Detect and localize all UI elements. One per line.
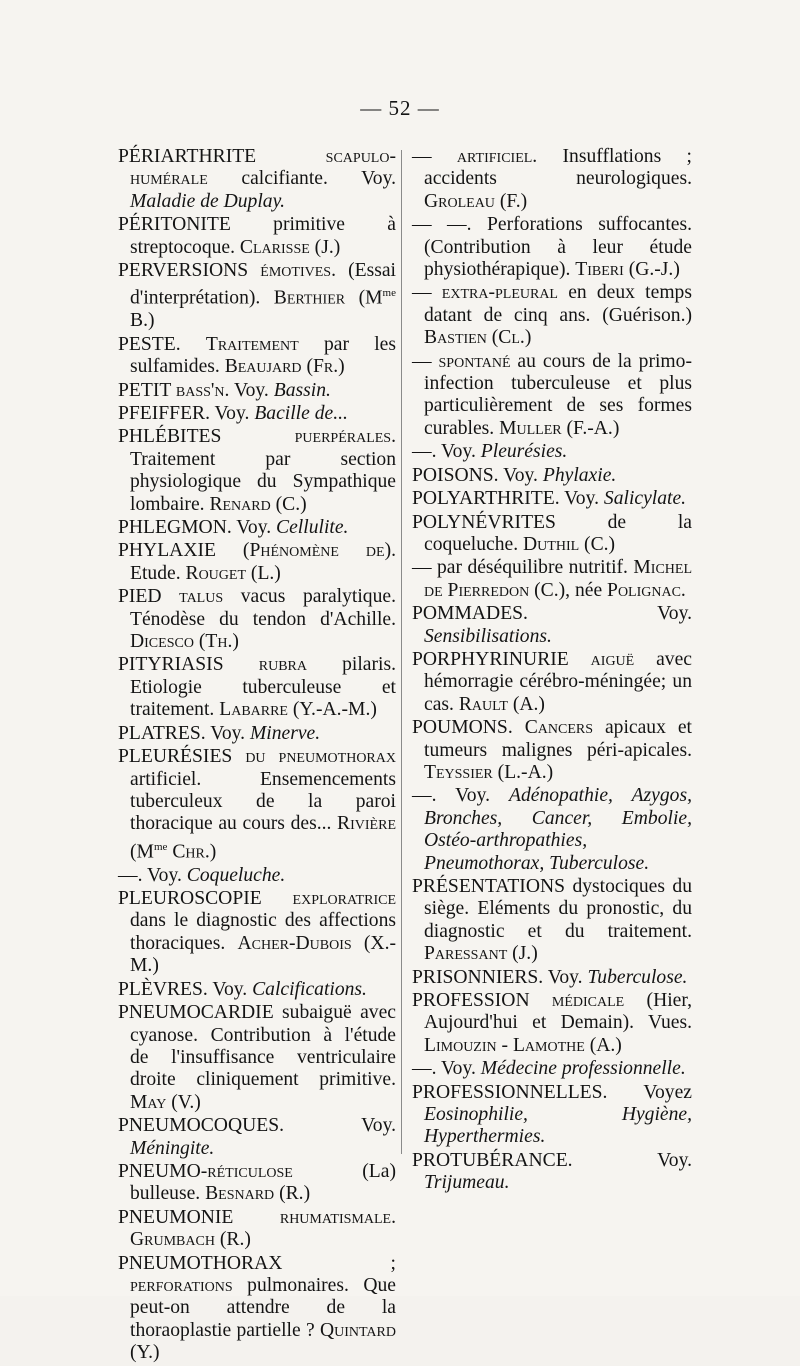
entry-text: (C.) xyxy=(579,533,616,555)
entry-text: (A.) xyxy=(584,1034,622,1056)
index-entry xyxy=(118,260,396,333)
entry-italic: Médecine professionnelle. xyxy=(480,1058,686,1080)
entry-italic: Trijumeau. xyxy=(424,1172,510,1194)
entry-text: (A.) xyxy=(507,693,545,715)
index-entry xyxy=(118,888,396,978)
entry-text: — par déséquilibre nutritif. xyxy=(412,557,634,579)
index-entry xyxy=(412,649,692,716)
entry-small-caps: Renard xyxy=(209,493,271,515)
index-entry xyxy=(118,1002,396,1114)
entry-text: artificiel. Ensemencements tuberculeux de la paroi thoracique au cours des... xyxy=(130,768,396,835)
column-divider xyxy=(401,150,402,1154)
index-entry xyxy=(412,717,692,784)
entry-text: PERVERSIONS xyxy=(118,260,261,282)
entry-small-caps: rubra xyxy=(258,654,307,676)
index-entry xyxy=(412,876,692,966)
entry-small-caps: Teyssier xyxy=(424,761,493,783)
entry-small-caps: Polignac. xyxy=(607,579,686,601)
entry-text: (V.) xyxy=(166,1091,201,1113)
entry-italic: Pleurésies. xyxy=(480,441,568,463)
entry-text: Traitement par section physiologique du Sympathique lombaire. xyxy=(130,448,396,515)
entry-text: —. Voy. xyxy=(412,441,481,463)
entry-text: PNEUMO- xyxy=(118,1160,208,1182)
entry-small-caps: Besnard xyxy=(205,1183,275,1205)
entry-text: —. Voy. xyxy=(118,864,187,886)
entry-small-caps: bass'n. xyxy=(175,379,230,401)
entry-text: Insufflations ; accidents neurologiques. xyxy=(424,146,692,190)
entry-small-caps: Muller xyxy=(499,417,562,439)
page-number: — 52 — xyxy=(360,96,440,120)
entry-superscript: me xyxy=(382,287,396,300)
entry-text: PIED xyxy=(118,586,180,608)
entry-small-caps: exploratrice xyxy=(292,888,396,910)
entry-small-caps: Cancers xyxy=(524,717,593,739)
entry-small-caps: Limouzin - Lamothe xyxy=(424,1034,585,1056)
entry-text: PLEURÉSIES xyxy=(118,746,246,768)
entry-small-caps: Berthier xyxy=(273,287,346,309)
entry-text: ( xyxy=(193,631,206,653)
entry-small-caps: artificiel. xyxy=(456,146,538,167)
entry-small-caps: Quintard xyxy=(319,1319,396,1341)
entry-italic: Sensibilisations. xyxy=(424,625,552,647)
entry-text: pilaris. Etiologie tuberculeuse et traitement. xyxy=(130,654,396,721)
index-entry xyxy=(412,967,692,989)
entry-text: PRÉSENTATIONS dystociques du siège. Eléments du pronostic, du diagnostic et du traitement. xyxy=(412,876,692,942)
entry-text: — xyxy=(412,146,457,167)
entry-small-caps: Chr. xyxy=(172,841,210,863)
entry-small-caps: May xyxy=(130,1091,167,1113)
entry-text: ) xyxy=(209,841,217,863)
entry-text: ) xyxy=(338,356,345,378)
entry-small-caps: scapulo-humérale xyxy=(130,146,396,190)
index-entry xyxy=(118,1253,396,1365)
entry-small-caps: Rault xyxy=(458,693,508,715)
index-entry xyxy=(412,785,692,875)
entry-text: PNEUMONIE xyxy=(118,1206,280,1228)
entry-small-caps: spontané xyxy=(438,350,511,372)
entry-text: pulmonaires. Que peut-on attendre de la thoraoplastie partielle ? xyxy=(130,1274,396,1341)
index-entry xyxy=(118,146,396,213)
index-entry xyxy=(412,512,692,557)
index-entry xyxy=(118,403,396,425)
entry-italic: Cellulite. xyxy=(276,517,349,539)
entry-text: vacus paralytique. Ténodèse du tendon d'Achille. xyxy=(130,586,396,630)
index-entry xyxy=(412,146,692,213)
index-entry xyxy=(412,1150,692,1195)
entry-text: — xyxy=(412,282,442,304)
entry-small-caps: médicale xyxy=(551,990,625,1012)
entry-text: (Hier, Aujourd'hui et Demain). Vues. xyxy=(424,990,692,1034)
entry-text: dans le diagnostic des affections thoraciques. xyxy=(130,910,396,954)
entry-italic: Salicylate. xyxy=(603,488,687,510)
entry-small-caps: émotives. xyxy=(260,260,336,282)
index-entry xyxy=(412,1058,692,1080)
index-entry xyxy=(118,1207,396,1252)
entry-text: PNEUMOCOQUES. Voy. xyxy=(118,1115,396,1137)
entry-text: POLYNÉVRITES de la coqueluche. xyxy=(412,511,692,555)
index-entry xyxy=(118,654,396,721)
entry-text: avec hémorragie cérébro-méningée; un cas. xyxy=(424,648,692,715)
entry-small-caps: Beaujard xyxy=(224,356,302,378)
index-entry xyxy=(118,380,396,402)
entry-text: (La) bulleuse. xyxy=(130,1160,396,1205)
entry-text: ( xyxy=(486,327,499,349)
entry-text: PHYLAXIE ( xyxy=(118,540,250,562)
entry-small-caps: réticulose xyxy=(207,1160,293,1182)
entry-small-caps: Phénomène de xyxy=(249,540,385,562)
entry-text: PESTE. xyxy=(118,333,206,355)
index-entry xyxy=(118,746,396,864)
entry-text: PNEUMOCARDIE subaiguë avec cyanose. Contribution à l'étude de l'insuffisance ventriculaire droite cliniquement primitive. xyxy=(118,1002,396,1091)
entry-italic: Eosinophilie, Hygiène, Hyperthermies. xyxy=(424,1104,692,1148)
entry-small-caps: Labarre xyxy=(219,699,288,721)
entry-text: (R.) xyxy=(274,1183,311,1205)
entry-text: (J.) xyxy=(309,236,341,258)
index-entry xyxy=(118,517,396,539)
entry-text: B.) xyxy=(130,310,155,332)
entry-small-caps: talus xyxy=(179,586,224,608)
entry-italic: Bassin. xyxy=(273,379,331,401)
entry-small-caps: Th. xyxy=(205,631,233,653)
entry-text: POMMADES. Voy. xyxy=(412,603,692,625)
entry-text: POISONS. Voy. xyxy=(412,464,543,486)
entry-text: ) xyxy=(232,631,239,653)
entry-small-caps: aiguë xyxy=(590,648,635,670)
entry-small-caps: Fr. xyxy=(312,356,339,378)
entry-text: calcifiante. Voy. xyxy=(207,168,396,190)
entry-small-caps: Paressant xyxy=(424,943,508,965)
entry-text: apicaux et tumeurs malignes péri-apicales. xyxy=(424,717,692,761)
entry-text: (L.-A.) xyxy=(492,761,554,783)
entry-italic: Maladie de Duplay. xyxy=(130,190,286,212)
entry-text: PÉRIARTHRITE xyxy=(118,146,326,167)
index-entry xyxy=(118,540,396,585)
entry-italic: Calcifications. xyxy=(252,978,367,1000)
index-entry xyxy=(412,465,692,487)
entry-text: en deux temps datant de cinq ans. (Guérison.) xyxy=(424,282,692,326)
entry-text: (X.-M.) xyxy=(130,932,396,977)
entry-small-caps: Rivière xyxy=(337,813,396,835)
index-entry xyxy=(118,214,396,259)
entry-small-caps: Cl. xyxy=(498,327,525,349)
entry-text: PROFESSIONNELLES. Voyez xyxy=(412,1081,692,1103)
index-entry xyxy=(412,282,692,349)
entry-small-caps: Traitement xyxy=(205,333,299,355)
entry-small-caps: extra-pleural xyxy=(441,282,558,304)
entry-text: (R.) xyxy=(214,1229,251,1251)
entry-text: PHLEGMON. Voy. xyxy=(118,517,277,539)
entry-text: (F.-A.) xyxy=(561,417,620,439)
entry-italic: Coqueluche. xyxy=(186,864,286,886)
index-entry xyxy=(118,426,396,516)
entry-text: POLYARTHRITE. Voy. xyxy=(412,488,604,510)
entry-text: — xyxy=(412,350,439,372)
entry-text: PNEUMOTHORAX ; xyxy=(118,1252,396,1274)
index-entry xyxy=(412,214,692,281)
entry-text: PÉRITONITE primitive à streptocoque. xyxy=(118,214,396,258)
entry-text: (J.) xyxy=(507,943,538,965)
entry-small-caps: puerpérales. xyxy=(294,426,396,448)
index-entry xyxy=(118,1115,396,1160)
entry-small-caps: Tiberi xyxy=(575,259,624,281)
entry-small-caps: Duthil xyxy=(523,533,580,555)
entry-text: PLEUROSCOPIE xyxy=(118,888,293,910)
entry-text: — —. Perforations suffocantes. (Contribution à leur étude physiothérapique). xyxy=(412,214,692,281)
entry-text: (M xyxy=(130,841,154,863)
entry-small-caps: Dicesco xyxy=(130,631,194,653)
entry-text: par les sulfamides. xyxy=(130,333,396,378)
index-entry xyxy=(118,723,396,745)
entry-text: Voy. xyxy=(229,379,274,401)
entry-text: —. Voy. xyxy=(412,1058,481,1080)
entry-text: ) xyxy=(524,327,532,349)
entry-text: PHLÉBITES xyxy=(118,426,295,448)
entry-text: (L.) xyxy=(246,562,281,584)
entry-small-caps: Michel de Pierredon xyxy=(424,557,692,601)
entry-text: (G.-J.) xyxy=(623,259,680,281)
entry-text: PROFESSION xyxy=(412,990,552,1012)
entry-text: PITYRIASIS xyxy=(118,654,259,676)
index-entry xyxy=(412,557,692,602)
entry-small-caps: Grumbach xyxy=(130,1229,215,1251)
entry-text: (Essai d'interprétation). xyxy=(130,260,396,309)
entry-small-caps: Rouget xyxy=(185,562,247,584)
entry-italic: Tuberculose. xyxy=(587,966,688,988)
right-column xyxy=(412,146,692,1196)
entry-text: (Y.) xyxy=(130,1342,160,1364)
entry-italic: Bacille de... xyxy=(254,403,348,424)
entry-text: PLATRES. Voy. xyxy=(118,722,250,744)
entry-italic: Adénopathie, Azygos, Bronches, Cancer, Embolie, Ostéo-arthropathies, Pneumothorax, Tuberculose. xyxy=(424,785,692,874)
entry-italic: Méningite. xyxy=(130,1137,215,1159)
entry-text: (C.) xyxy=(270,493,307,515)
entry-text: PRISONNIERS. Voy. xyxy=(412,966,588,988)
entry-small-caps: perforations xyxy=(130,1274,233,1296)
index-entry xyxy=(412,1082,692,1149)
entry-text: (C.), née xyxy=(529,579,608,601)
index-entry xyxy=(118,586,396,653)
entry-text: au cours de la primo-infection tuberculeuse et plus particulièrement de ses formes curables. xyxy=(424,350,692,439)
entry-small-caps: du pneumothorax xyxy=(245,746,396,768)
index-entry xyxy=(412,990,692,1057)
index-entry xyxy=(412,603,692,648)
entry-italic: Minerve. xyxy=(249,722,321,744)
entry-text: POUMONS. xyxy=(412,717,525,739)
index-entry xyxy=(118,1161,396,1206)
index-entry xyxy=(412,488,692,510)
entry-text: (M xyxy=(345,287,383,309)
entry-text: (F.) xyxy=(494,190,528,212)
index-entry xyxy=(412,351,692,441)
entry-text: PROTUBÉRANCE. Voy. xyxy=(412,1149,692,1171)
index-entry xyxy=(118,334,396,379)
entry-text: —. Voy. xyxy=(412,785,509,807)
entry-small-caps: Acher-Dubois xyxy=(237,932,352,954)
entry-text: ). Etude. xyxy=(130,540,396,584)
entry-small-caps: Bastien xyxy=(424,327,487,349)
entry-text: PORPHYRINURIE xyxy=(412,648,591,670)
entry-text: PLÈVRES. Voy. xyxy=(118,978,253,1000)
index-entry xyxy=(412,441,692,463)
entry-italic: Phylaxie. xyxy=(542,464,617,486)
index-entry xyxy=(118,865,396,887)
entry-small-caps: Clarisse xyxy=(239,236,310,258)
entry-text: (Y.-A.-M.) xyxy=(288,699,377,721)
entry-small-caps: Groleau xyxy=(424,190,495,212)
entry-text: ( xyxy=(301,356,313,378)
entry-superscript: me xyxy=(153,840,168,853)
entry-small-caps: rhumatismale. xyxy=(279,1206,396,1228)
entry-text: PETIT xyxy=(118,379,176,401)
index-entry xyxy=(118,979,396,1001)
entry-text: PFEIFFER. Voy. xyxy=(118,403,255,424)
left-column xyxy=(118,146,396,1366)
